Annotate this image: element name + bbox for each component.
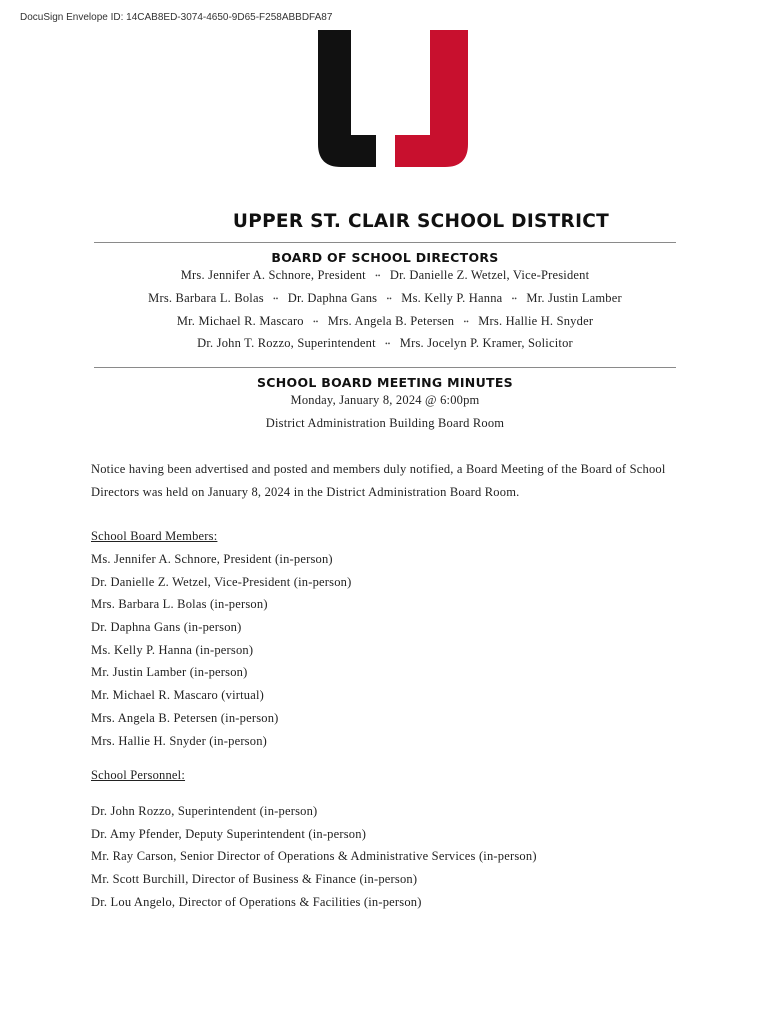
board-row (0, 291, 770, 306)
board-row (0, 336, 770, 351)
header-rule-top (94, 242, 676, 243)
board-member-name: Mr. Justin Lamber (526, 291, 622, 305)
board-row (0, 314, 770, 329)
list-item: Mr. Scott Burchill, Director of Business & Finance (in-person) (91, 872, 418, 887)
separator-dot: •• (385, 340, 391, 349)
board-heading: BOARD OF SCHOOL DIRECTORS (271, 250, 499, 265)
board-member-name: Mrs. Barbara L. Bolas (148, 291, 264, 305)
list-item: Mr. Michael R. Mascaro (virtual) (91, 688, 265, 703)
list-item: Dr. Amy Pfender, Deputy Superintendent (in-person) (91, 826, 367, 841)
board-member-name: Dr. Danielle Z. Wetzel, Vice-President (389, 268, 590, 282)
list-item: Dr. Danielle Z. Wetzel, Vice-President (in-person) (91, 574, 352, 589)
separator-dot: •• (375, 272, 381, 281)
list-item: Dr. Daphna Gans (in-person) (91, 620, 242, 635)
board-member-name: Mr. Michael R. Mascaro (176, 314, 304, 328)
board-member-name: Dr. John T. Rozzo, Superintendent (197, 336, 376, 350)
list-item: Mr. Ray Carson, Senior Director of Operations & Administrative Services (in-person) (91, 849, 537, 864)
meeting-location: District Administration Building Board Room (265, 416, 505, 430)
separator-dot: •• (273, 295, 279, 304)
list-item: Ms. Kelly P. Hanna (in-person) (91, 642, 254, 657)
separator-dot: •• (511, 295, 518, 304)
list-item: Mrs. Hallie H. Snyder (in-person) (91, 733, 268, 748)
board-member-name: Mrs. Angela B. Petersen (327, 314, 455, 328)
members-list (91, 548, 351, 752)
personnel-list (91, 800, 537, 913)
board-member-name: Ms. Kelly P. Hanna (401, 291, 503, 305)
notice-paragraph: Notice having been advertised and posted and members duly notified, a Board Meeting of the Board of School Directors was held on January 8, 2024 in the District Administration Board Room. (91, 462, 666, 499)
board-member-name: Mrs. Jocelyn P. Kramer, Solicitor (399, 336, 573, 350)
separator-dot: •• (386, 295, 392, 304)
district-logo (318, 30, 468, 167)
members-heading: School Board Members: (91, 529, 218, 543)
list-item: Mr. Justin Lamber (in-person) (91, 665, 248, 680)
list-item: Mrs. Angela B. Petersen (in-person) (91, 710, 279, 725)
list-item: Mrs. Barbara L. Bolas (in-person) (91, 597, 268, 612)
meeting-date: Monday, January 8, 2024 @ 6:00pm (290, 393, 480, 407)
district-name: UPPER ST. CLAIR SCHOOL DISTRICT (232, 211, 610, 232)
separator-dot: •• (313, 318, 319, 327)
board-member-name: Mrs. Hallie H. Snyder (478, 314, 594, 328)
board-member-name: Mrs. Jennifer A. Schnore, President (180, 268, 366, 282)
board-member-name: Dr. Daphna Gans (287, 291, 378, 305)
board-row (0, 268, 770, 283)
minutes-heading: SCHOOL BOARD MEETING MINUTES (257, 375, 513, 390)
personnel-heading: School Personnel: (91, 768, 186, 782)
list-item: Dr. Lou Angelo, Director of Operations & Facilities (in-person) (91, 894, 422, 909)
header-rule-bottom (94, 367, 676, 368)
logo-right-stroke (395, 30, 468, 167)
separator-dot: •• (463, 318, 469, 327)
list-item: Dr. John Rozzo, Superintendent (in-person) (91, 804, 318, 818)
list-item: Ms. Jennifer A. Schnore, President (in-person) (91, 552, 333, 566)
docusign-envelope-id: DocuSign Envelope ID: 14CAB8ED-3074-4650-9D65-F258ABBDFA87 (20, 12, 333, 23)
logo-left-stroke (318, 30, 376, 167)
